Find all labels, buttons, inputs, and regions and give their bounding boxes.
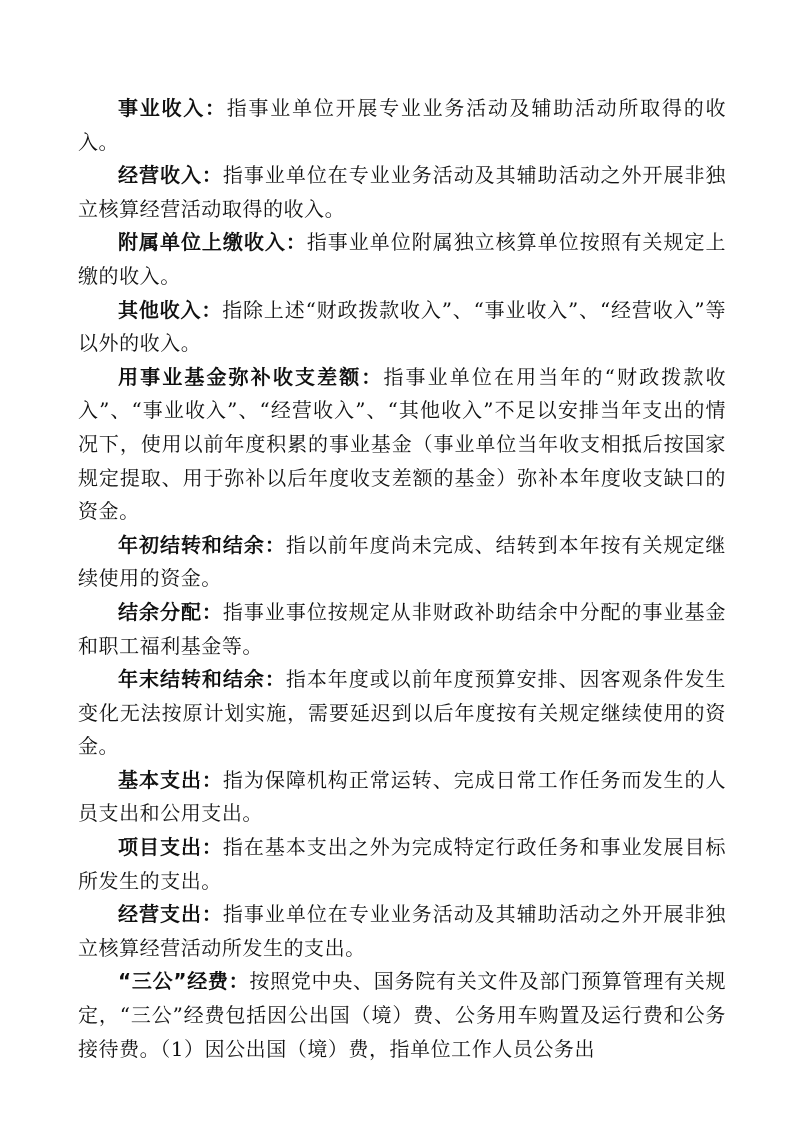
term-label: 年初结转和结余： [118, 532, 286, 557]
definition-paragraph-jieyu-fenpei [78, 596, 726, 663]
term-label: “三公”经费： [118, 969, 250, 994]
term-label: 项目支出： [118, 835, 223, 860]
definition-paragraph-sangong-jingfei [78, 965, 726, 1066]
definition-paragraph-qita-shouru [78, 294, 726, 361]
definition-paragraph-jingying-zhichu [78, 898, 726, 965]
document-page [78, 92, 726, 1066]
term-label: 事业收入： [118, 96, 227, 120]
term-label: 用事业基金弥补收支差额： [118, 364, 384, 389]
definition-paragraph-jingying-shouru [78, 159, 726, 226]
definition-text: 指事业单位在用当年的“财政拨款收入”、“事业收入”、“经营收入”、“其他收入”不足以安排当年支出的情况下，使用以前年度积累的事业基金（事业单位当年收支相抵后按国家规定提取、用于弥补以后年度收支差额的基金）弥补本年度收支缺口的资金。 [78, 364, 726, 524]
definition-text: 指事业事位按规定从非财政补助结余中分配的事业基金和职工福利基金等。 [78, 599, 727, 658]
definition-text: 指事业单位在专业业务活动及其辅助活动之外开展非独立核算经营活动取得的收入。 [78, 163, 727, 221]
term-label: 经营收入： [118, 163, 223, 188]
definition-text: 指在基本支出之外为完成特定行政任务和事业发展目标所发生的支出。 [78, 835, 727, 893]
definition-text: 指事业单位开展专业业务活动及辅助活动所取得的收入。 [78, 96, 727, 154]
definition-text: 指本年度或以前年度预算安排、因客观条件发生变化无法按原计划实施，需要延迟到以后年度按有关规定继续使用的资金。 [78, 667, 726, 759]
definition-text: 指事业单位在专业业务活动及其辅助活动之外开展非独立核算经营活动所发生的支出。 [78, 902, 727, 960]
definition-text: 指事业单位附属独立核算单位按照有关规定上缴的收入。 [78, 230, 727, 288]
definition-text: 指以前年度尚未完成、结转到本年按有关规定继续使用的资金。 [78, 532, 726, 591]
definition-paragraph-jiben-zhichu [78, 764, 726, 831]
definition-paragraph-shiye-jijin [78, 361, 726, 529]
term-label: 附属单位上缴收入： [118, 230, 307, 255]
definition-text: 按照党中央、国务院有关文件及部门预算管理有关规定，“三公”经费包括因公出国（境）费、公务用车购置及运行费和公务接待费。（1）因公出国（境）费，指单位工作人员公务出 [78, 969, 727, 1061]
definition-paragraph-nianchu-jiezhuan [78, 529, 726, 596]
term-label: 结余分配： [118, 599, 223, 624]
definition-paragraph-xiangmu-zhichu [78, 831, 726, 898]
definition-text: 指除上述“财政拨款收入”、“事业收入”、“经营收入”等以外的收入。 [78, 297, 727, 356]
definition-text: 指为保障机构正常运转、完成日常工作任务而发生的人员支出和公用支出。 [78, 767, 727, 826]
term-label: 经营支出： [118, 902, 223, 927]
definition-paragraph-nianmo-jiezhuan [78, 663, 726, 764]
term-label: 年末结转和结余： [118, 667, 286, 692]
definition-paragraph-fushu-shangjiao [78, 226, 726, 293]
definition-paragraph-shiye-shouru [78, 92, 726, 159]
term-label: 基本支出： [118, 767, 223, 792]
term-label: 其他收入： [118, 297, 223, 322]
